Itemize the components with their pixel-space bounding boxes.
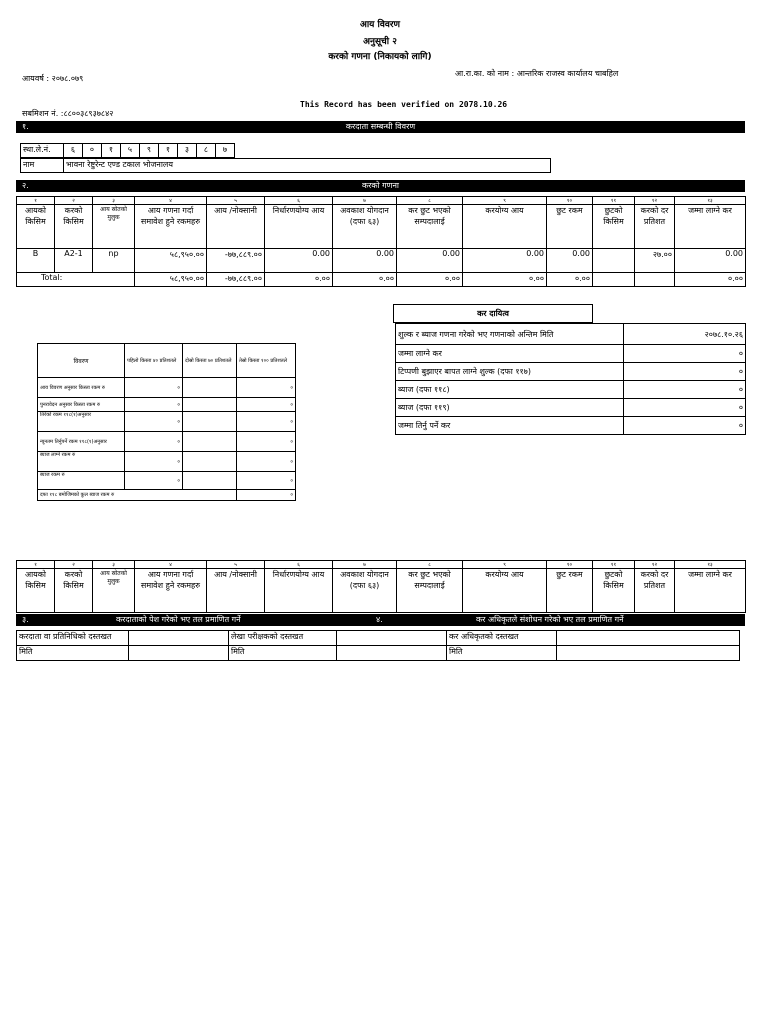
installment-label: ब्याज रकम रु [38, 472, 125, 490]
section3-title: करदाताको पेश गरेको भए तल प्रमाणित गर्ने [116, 615, 241, 624]
total-cell: ५८,९५०.०० [135, 273, 207, 287]
column-header: आय /नोक्सानी [207, 569, 265, 613]
installment-cell: ० [125, 452, 183, 472]
tax-computation-table-2 [16, 560, 746, 613]
column-header: छुटको किसिम [593, 205, 635, 249]
column-header: निर्धारणयोग्य आय [265, 569, 333, 613]
column-header: करयोग्य आय [463, 205, 547, 249]
column-header: अवकाश योगदान (दफा ६३) [333, 205, 397, 249]
liability-value: ० [624, 363, 746, 381]
installment-cell: ० [237, 472, 296, 490]
pan-digit: ८ [197, 144, 216, 158]
date-label: मिति [229, 646, 337, 661]
column-header: करयोग्य आय [463, 569, 547, 613]
liability-value: ० [624, 381, 746, 399]
total-cell: -७७,८८९.०० [207, 273, 265, 287]
section2-number: २. [22, 181, 29, 190]
col-number: १२ [635, 561, 675, 569]
installment-row [38, 432, 296, 452]
installment-header: विवरण [38, 344, 125, 378]
column-header: कर छुट भएको सम्पदालाई [397, 569, 463, 613]
liability-label: ब्याज (दफा ११८) [396, 381, 624, 399]
signature-row [17, 631, 740, 646]
table-row [17, 249, 746, 273]
installment-row [38, 472, 296, 490]
table-cell: B [17, 249, 55, 273]
submission-number: सबमिशन नं. :८८००३८९३७८४२ [22, 109, 114, 118]
table-cell [593, 249, 635, 273]
col-number: ९ [463, 197, 547, 205]
liability-value: ० [624, 417, 746, 435]
installment-row [38, 378, 296, 398]
date-row [17, 646, 740, 661]
column-number-row [17, 197, 746, 205]
tax-liability-table [395, 323, 746, 435]
taxpayer-name: भावना रेष्टुरेन्ट एण्ड टकाल भोजनालय [64, 159, 551, 173]
col-number: ६ [265, 561, 333, 569]
liability-row [396, 417, 746, 435]
liability-value: ० [624, 399, 746, 417]
col-number: २ [55, 561, 93, 569]
total-label: Total: [17, 273, 135, 287]
installment-label: तिरेको रकम ११८(१)अनुसार [38, 412, 125, 432]
officer-signature-field[interactable] [557, 631, 740, 646]
installment-cell [183, 398, 237, 412]
installment-cell: ० [237, 452, 296, 472]
section2-title: करको गणना [362, 181, 399, 190]
col-number: ९ [463, 561, 547, 569]
table-cell: ५८,९५०.०० [135, 249, 207, 273]
column-header: जम्मा लाग्ने कर [675, 205, 746, 249]
pan-digit: ३ [178, 144, 197, 158]
section2-bar [16, 180, 745, 192]
verified-text: This Record has been verified on 2078.10.26 [300, 100, 508, 109]
tax-liability-title: कर दायित्व [393, 304, 593, 323]
column-number-row [17, 561, 746, 569]
pan-label: स्था.ले.नं. [21, 144, 64, 158]
table-cell: 0.00 [397, 249, 463, 273]
column-header: आयको किसिम [17, 569, 55, 613]
date-field[interactable] [337, 646, 447, 661]
liability-label: शुल्क र ब्याज गणना गरेको भए गणनाको अन्तिम मिति [396, 324, 624, 345]
col-number: ३ [93, 197, 135, 205]
installment-header: तेस्रो किस्ता १०० प्रतिशतले [237, 344, 296, 378]
column-header: आय स्रोतको मुलुक [93, 205, 135, 249]
column-header: निर्धारणयोग्य आय [265, 205, 333, 249]
column-header: करको किसिम [55, 569, 93, 613]
column-header: जम्मा लाग्ने कर [675, 569, 746, 613]
doc-title: आय विवरण [359, 20, 401, 30]
col-number: ५ [207, 197, 265, 205]
installment-cell: ० [237, 398, 296, 412]
installment-label: पुनरावेदन अनुसार किस्ता रकम रु [38, 398, 125, 412]
section1-number: १. [22, 122, 29, 131]
table-cell: २७.०० [635, 249, 675, 273]
table-cell: np [93, 249, 135, 273]
pan-digit: ७ [216, 144, 235, 158]
date-label: मिति [17, 646, 129, 661]
liability-label: टिप्पणी बुझाएर बापत लाग्ने शुल्क (दफा ११७) [396, 363, 624, 381]
column-header: आय गणना गर्दा समावेश हुने रकमहरु [135, 569, 207, 613]
column-header: आय स्रोतको मुलुक [93, 569, 135, 613]
installment-row [38, 398, 296, 412]
liability-row [396, 324, 746, 345]
name-table [20, 158, 551, 173]
column-header: आयको किसिम [17, 205, 55, 249]
col-number: १३ [675, 197, 746, 205]
section4-title: कर अधिकृतले संशोधन गरेको भए तल प्रमाणित गर्ने [476, 615, 624, 624]
date-field[interactable] [557, 646, 740, 661]
pan-digit: ० [83, 144, 102, 158]
col-number: ६ [265, 197, 333, 205]
installment-total-row [38, 490, 296, 501]
installment-cell: ० [237, 378, 296, 398]
pan-digit: ५ [121, 144, 140, 158]
total-cell: ०.०० [397, 273, 463, 287]
column-header: करको दर प्रतिशत [635, 205, 675, 249]
installment-cell [183, 378, 237, 398]
liability-value: ० [624, 345, 746, 363]
table-cell: 0.00 [265, 249, 333, 273]
total-cell: ०.०० [675, 273, 746, 287]
pan-digit: १ [159, 144, 178, 158]
total-cell: ०.०० [463, 273, 547, 287]
doc-subtitle: अनुसूची २ [363, 37, 397, 47]
total-cell: ०.०० [547, 273, 593, 287]
table-cell: A2-1 [55, 249, 93, 273]
table-cell: 0.00 [463, 249, 547, 273]
installment-cell [183, 432, 237, 452]
installment-cell: ० [125, 432, 183, 452]
pan-digit: ९ [140, 144, 159, 158]
col-number: ८ [397, 197, 463, 205]
liability-value: २०७८.१०.२६ [624, 324, 746, 345]
liability-row [396, 381, 746, 399]
table-cell: 0.00 [675, 249, 746, 273]
installment-cell: ० [125, 472, 183, 490]
column-header: छुटको किसिम [593, 569, 635, 613]
installment-cell: ० [237, 490, 296, 501]
total-cell [593, 273, 635, 287]
col-number: ४ [135, 561, 207, 569]
column-header: छुट रकम [547, 205, 593, 249]
installment-cell [183, 452, 237, 472]
col-number: १ [17, 561, 55, 569]
table-cell: 0.00 [333, 249, 397, 273]
installment-row [38, 452, 296, 472]
section1-title: करदाता सम्बन्धी विवरण [345, 122, 416, 131]
column-header: आय गणना गर्दा समावेश हुने रकमहरु [135, 205, 207, 249]
col-number: १ [17, 197, 55, 205]
installment-header-row [38, 344, 296, 378]
name-label: नाम [21, 159, 64, 173]
column-header: अवकाश योगदान (दफा ६३) [333, 569, 397, 613]
installment-label: न्यूनतम तिर्नुपर्ने रकम ११८(१)अनुसार [38, 432, 125, 452]
total-cell [635, 273, 675, 287]
liability-label: जम्मा लाग्ने कर [396, 345, 624, 363]
liability-label: ब्याज (दफा ११९) [396, 399, 624, 417]
installment-cell: ० [125, 412, 183, 432]
col-number: १३ [675, 561, 746, 569]
section1-bar [16, 121, 745, 133]
office-name: आ.रा.का. को नाम : आन्तरिक राजस्व कार्यालय चाबहिल [455, 69, 619, 78]
liability-row [396, 399, 746, 417]
col-number: ३ [93, 561, 135, 569]
date-field[interactable] [129, 646, 229, 661]
installment-label: आय विवरण अनुसार किस्ता रकम रु [38, 378, 125, 398]
officer-signature-label: कर अधिकृतको दस्तखत [447, 631, 557, 646]
tax-computation-table [16, 196, 746, 287]
col-number: ७ [333, 197, 397, 205]
col-number: ११ [593, 197, 635, 205]
col-number: १२ [635, 197, 675, 205]
taxpayer-signature-label: करदाता वा प्रतिनिधिको दस्तखत [17, 631, 129, 646]
installment-cell [183, 472, 237, 490]
col-number: ५ [207, 561, 265, 569]
installment-label: ब्याज लाग्ने रकम रु [38, 452, 125, 472]
taxpayer-signature-field[interactable] [129, 631, 229, 646]
pan-table [20, 143, 235, 158]
date-label: मिति [447, 646, 557, 661]
section4-number: ४. [376, 615, 383, 624]
table-cell: 0.00 [547, 249, 593, 273]
installment-header: दोस्रो किस्ता ७० प्रतिशतले [183, 344, 237, 378]
total-cell: ०.०० [333, 273, 397, 287]
column-header: करको दर प्रतिशत [635, 569, 675, 613]
col-number: १० [547, 561, 593, 569]
fiscal-year: आयवर्ष : २०७८.०७९ [22, 74, 84, 83]
column-header: छुट रकम [547, 569, 593, 613]
section3-number: ३. [22, 615, 29, 624]
col-number: ११ [593, 561, 635, 569]
table-cell: -७७,८८९.०० [207, 249, 265, 273]
installment-header: पहिलो किस्ता ४० प्रतिशतले [125, 344, 183, 378]
installment-cell: ० [237, 432, 296, 452]
col-number: ८ [397, 561, 463, 569]
installment-cell: ० [125, 398, 183, 412]
total-cell: ०.०० [265, 273, 333, 287]
header-row [17, 569, 746, 613]
section3-bar [16, 614, 745, 626]
header-row [17, 205, 746, 249]
col-number: ७ [333, 561, 397, 569]
auditor-signature-label: लेखा परीक्षकको दस्तखत [229, 631, 337, 646]
total-row [17, 273, 746, 287]
column-header: कर छुट भएको सम्पदालाई [397, 205, 463, 249]
signature-table [16, 630, 740, 661]
col-number: १० [547, 197, 593, 205]
auditor-signature-field[interactable] [337, 631, 447, 646]
liability-row [396, 363, 746, 381]
installment-row [38, 412, 296, 432]
doc-subtitle-2: करको गणना (निकायको लागि) [328, 52, 432, 62]
col-number: २ [55, 197, 93, 205]
installment-label: दफा ११८ बमोजिमको कुल ब्याज रकम रु [38, 490, 237, 501]
liability-label: जम्मा तिर्नु पर्ने कर [396, 417, 624, 435]
pan-digit: १ [102, 144, 121, 158]
pan-digit: ६ [64, 144, 83, 158]
column-header: आय /नोक्सानी [207, 205, 265, 249]
liability-row [396, 345, 746, 363]
installment-cell: ० [125, 378, 183, 398]
installment-table [37, 343, 296, 501]
col-number: ४ [135, 197, 207, 205]
installment-cell: ० [237, 412, 296, 432]
installment-cell [183, 412, 237, 432]
column-header: करको किसिम [55, 205, 93, 249]
